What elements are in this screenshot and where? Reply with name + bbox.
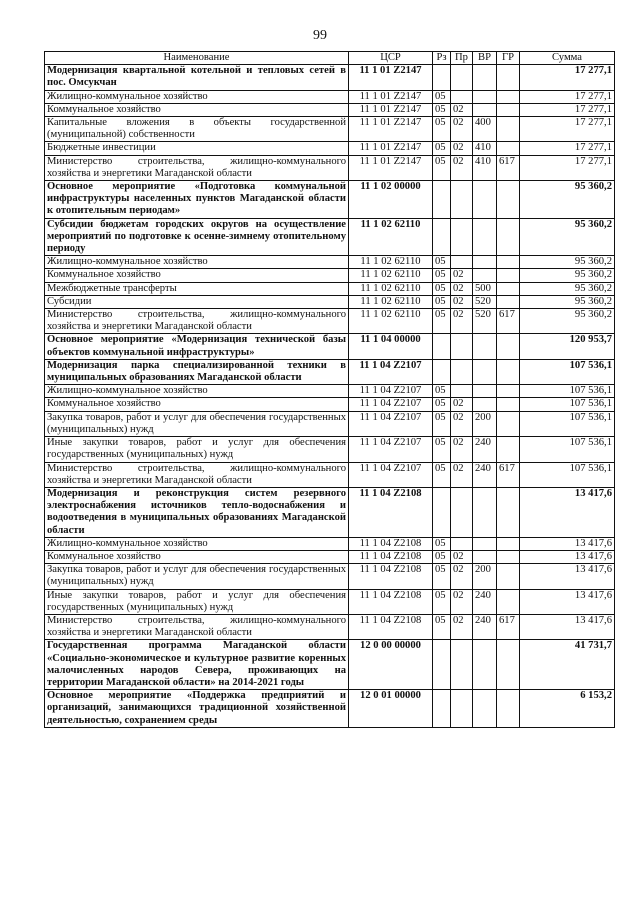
table-row: [45, 550, 615, 563]
cell-gr: [497, 385, 520, 398]
cell-sum: 13 417,6: [520, 550, 615, 563]
cell-rz: [433, 487, 451, 537]
cell-vr: 200: [473, 411, 497, 436]
cell-vr: 240: [473, 614, 497, 639]
cell-pr: [451, 181, 473, 219]
cell-pr: 02: [451, 462, 473, 487]
cell-name: Капитальные вложения в объекты государственной (муниципальной) собственности: [45, 117, 349, 142]
cell-csr: 11 1 02 62110: [349, 282, 433, 295]
cell-sum: 17 277,1: [520, 117, 615, 142]
cell-gr: [497, 90, 520, 103]
cell-sum: 95 360,2: [520, 309, 615, 334]
table-row: [45, 269, 615, 282]
cell-pr: [451, 359, 473, 384]
cell-csr: 11 1 04 Z2107: [349, 437, 433, 462]
table-row: [45, 142, 615, 155]
cell-pr: 02: [451, 295, 473, 308]
cell-vr: [473, 256, 497, 269]
cell-gr: [497, 564, 520, 589]
cell-rz: 05: [433, 564, 451, 589]
cell-gr: [497, 117, 520, 142]
cell-sum: 95 360,2: [520, 256, 615, 269]
cell-gr: [497, 334, 520, 359]
cell-csr: 11 1 02 62110: [349, 309, 433, 334]
cell-name: Основное мероприятие «Подготовка коммунальной инфраструктуры населенных пунктов Магаданской области к отопительным периодам»: [45, 181, 349, 219]
cell-vr: [473, 65, 497, 90]
cell-sum: 95 360,2: [520, 282, 615, 295]
cell-name: Межбюджетные трансферты: [45, 282, 349, 295]
cell-rz: 05: [433, 309, 451, 334]
cell-csr: 11 1 02 62110: [349, 218, 433, 256]
cell-vr: [473, 334, 497, 359]
cell-name: Коммунальное хозяйство: [45, 550, 349, 563]
cell-gr: [497, 65, 520, 90]
cell-pr: 02: [451, 550, 473, 563]
column-header-rz: Рз: [433, 52, 451, 65]
cell-rz: 05: [433, 589, 451, 614]
cell-vr: 200: [473, 564, 497, 589]
cell-csr: 11 1 02 62110: [349, 256, 433, 269]
cell-gr: [497, 269, 520, 282]
cell-csr: 11 1 04 Z2108: [349, 487, 433, 537]
table-row: [45, 564, 615, 589]
cell-pr: [451, 90, 473, 103]
table-row: [45, 65, 615, 90]
table-row: [45, 256, 615, 269]
column-header-name: Наименование: [45, 52, 349, 65]
cell-vr: [473, 218, 497, 256]
cell-gr: [497, 295, 520, 308]
cell-gr: [497, 690, 520, 728]
cell-gr: [497, 142, 520, 155]
cell-pr: [451, 385, 473, 398]
cell-name: Министерство строительства, жилищно-коммунального хозяйства и энергетики Магаданской области: [45, 614, 349, 639]
cell-pr: 02: [451, 614, 473, 639]
cell-vr: 410: [473, 155, 497, 180]
cell-csr: 11 1 02 62110: [349, 295, 433, 308]
cell-sum: 13 417,6: [520, 614, 615, 639]
cell-vr: [473, 385, 497, 398]
cell-sum: 13 417,6: [520, 564, 615, 589]
budget-table: [44, 51, 615, 728]
cell-pr: [451, 65, 473, 90]
cell-gr: [497, 640, 520, 690]
table-row: [45, 411, 615, 436]
table-row: [45, 437, 615, 462]
cell-csr: 11 1 04 Z2107: [349, 398, 433, 411]
cell-csr: 11 1 01 Z2147: [349, 90, 433, 103]
cell-pr: 02: [451, 309, 473, 334]
cell-gr: 617: [497, 155, 520, 180]
cell-rz: 05: [433, 282, 451, 295]
cell-gr: [497, 589, 520, 614]
cell-pr: 02: [451, 437, 473, 462]
cell-gr: [497, 359, 520, 384]
cell-sum: 95 360,2: [520, 181, 615, 219]
cell-vr: [473, 690, 497, 728]
cell-rz: 05: [433, 117, 451, 142]
cell-name: Модернизация квартальной котельной и тепловых сетей в пос. Омсукчан: [45, 65, 349, 90]
cell-pr: [451, 487, 473, 537]
cell-gr: [497, 398, 520, 411]
cell-csr: 12 0 01 00000: [349, 690, 433, 728]
column-header-csr: ЦСР: [349, 52, 433, 65]
cell-name: Модернизация и реконструкция систем резервного электроснабжения источников тепло-водоснабжения и водоотведения в муниципальных образованиях Магаданской области: [45, 487, 349, 537]
cell-vr: [473, 537, 497, 550]
table-row: [45, 589, 615, 614]
cell-sum: 120 953,7: [520, 334, 615, 359]
page-number: 99: [313, 28, 327, 43]
cell-csr: 11 1 02 62110: [349, 269, 433, 282]
column-header-pr: Пр: [451, 52, 473, 65]
cell-rz: [433, 640, 451, 690]
cell-gr: [497, 487, 520, 537]
cell-csr: 11 1 04 Z2108: [349, 537, 433, 550]
cell-pr: [451, 690, 473, 728]
cell-sum: 13 417,6: [520, 537, 615, 550]
cell-sum: 13 417,6: [520, 487, 615, 537]
cell-vr: 240: [473, 589, 497, 614]
cell-gr: [497, 218, 520, 256]
cell-name: Коммунальное хозяйство: [45, 103, 349, 116]
cell-csr: 11 1 04 Z2108: [349, 550, 433, 563]
table-row: [45, 218, 615, 256]
cell-vr: 240: [473, 437, 497, 462]
table-row: [45, 334, 615, 359]
cell-name: Жилищно-коммунальное хозяйство: [45, 537, 349, 550]
cell-rz: 05: [433, 295, 451, 308]
cell-name: Закупка товаров, работ и услуг для обеспечения государственных (муниципальных) нужд: [45, 411, 349, 436]
cell-vr: 410: [473, 142, 497, 155]
cell-gr: [497, 437, 520, 462]
cell-name: Коммунальное хозяйство: [45, 398, 349, 411]
table-row: [45, 462, 615, 487]
cell-pr: [451, 256, 473, 269]
cell-sum: 107 536,1: [520, 359, 615, 384]
cell-rz: 05: [433, 437, 451, 462]
cell-csr: 11 1 04 Z2107: [349, 462, 433, 487]
table-row: [45, 398, 615, 411]
cell-rz: [433, 181, 451, 219]
cell-vr: [473, 103, 497, 116]
cell-sum: 17 277,1: [520, 90, 615, 103]
table-row: [45, 117, 615, 142]
cell-pr: 02: [451, 282, 473, 295]
cell-sum: 17 277,1: [520, 103, 615, 116]
cell-sum: 107 536,1: [520, 462, 615, 487]
cell-sum: 17 277,1: [520, 142, 615, 155]
table-row: [45, 155, 615, 180]
cell-gr: [497, 181, 520, 219]
cell-name: Министерство строительства, жилищно-коммунального хозяйства и энергетики Магаданской области: [45, 155, 349, 180]
table-row: [45, 295, 615, 308]
cell-sum: 41 731,7: [520, 640, 615, 690]
cell-rz: 05: [433, 269, 451, 282]
table-row: [45, 614, 615, 639]
cell-gr: 617: [497, 614, 520, 639]
cell-rz: 05: [433, 462, 451, 487]
cell-rz: 05: [433, 550, 451, 563]
column-header-vr: ВР: [473, 52, 497, 65]
cell-csr: 11 1 04 Z2107: [349, 385, 433, 398]
table-row: [45, 640, 615, 690]
cell-name: Субсидии бюджетам городских округов на осуществление мероприятий по подготовке к осенне-зимнему отопительному периоду: [45, 218, 349, 256]
cell-csr: 11 1 02 00000: [349, 181, 433, 219]
cell-sum: 107 536,1: [520, 398, 615, 411]
cell-rz: 05: [433, 614, 451, 639]
cell-rz: [433, 218, 451, 256]
cell-gr: 617: [497, 309, 520, 334]
cell-sum: 17 277,1: [520, 65, 615, 90]
table-header-row: [45, 52, 615, 65]
cell-name: Государственная программа Магаданской области «Социально-экономическое и культурное развитие коренных малочисленных народов Севера, проживающих на территории Магаданской области» на 2014-2021 годы: [45, 640, 349, 690]
cell-pr: [451, 537, 473, 550]
cell-rz: [433, 690, 451, 728]
cell-vr: 520: [473, 309, 497, 334]
cell-rz: 05: [433, 537, 451, 550]
cell-pr: 02: [451, 411, 473, 436]
cell-rz: [433, 359, 451, 384]
cell-rz: 05: [433, 385, 451, 398]
cell-gr: [497, 282, 520, 295]
cell-gr: [497, 256, 520, 269]
cell-pr: 02: [451, 398, 473, 411]
cell-name: Бюджетные инвестиции: [45, 142, 349, 155]
cell-csr: 11 1 04 Z2107: [349, 411, 433, 436]
table-row: [45, 103, 615, 116]
cell-pr: 02: [451, 103, 473, 116]
cell-csr: 11 1 01 Z2147: [349, 117, 433, 142]
cell-name: Иные закупки товаров, работ и услуг для обеспечения государственных (муниципальных) нужд: [45, 437, 349, 462]
cell-pr: [451, 334, 473, 359]
cell-vr: [473, 487, 497, 537]
cell-name: Субсидии: [45, 295, 349, 308]
table-body: [45, 65, 615, 728]
cell-gr: [497, 537, 520, 550]
cell-vr: [473, 550, 497, 563]
table-row: [45, 690, 615, 728]
cell-name: Основное мероприятие «Поддержка предприятий и организаций, занимающихся традиционной хозяйственной деятельностью, сохранением среды: [45, 690, 349, 728]
cell-rz: 05: [433, 256, 451, 269]
cell-name: Коммунальное хозяйство: [45, 269, 349, 282]
cell-sum: 17 277,1: [520, 155, 615, 180]
cell-name: Основное мероприятие «Модернизация технической базы объектов коммунальной инфраструктуры»: [45, 334, 349, 359]
cell-pr: 02: [451, 117, 473, 142]
cell-name: Закупка товаров, работ и услуг для обеспечения государственных (муниципальных) нужд: [45, 564, 349, 589]
cell-vr: 500: [473, 282, 497, 295]
cell-gr: [497, 550, 520, 563]
cell-csr: 11 1 04 Z2108: [349, 589, 433, 614]
cell-name: Жилищно-коммунальное хозяйство: [45, 256, 349, 269]
cell-csr: 11 1 01 Z2147: [349, 65, 433, 90]
cell-sum: 13 417,6: [520, 589, 615, 614]
cell-name: Министерство строительства, жилищно-коммунального хозяйства и энергетики Магаданской области: [45, 309, 349, 334]
cell-pr: [451, 640, 473, 690]
cell-rz: 05: [433, 155, 451, 180]
cell-vr: [473, 640, 497, 690]
cell-csr: 11 1 01 Z2147: [349, 155, 433, 180]
cell-csr: 11 1 04 Z2108: [349, 564, 433, 589]
cell-vr: 240: [473, 462, 497, 487]
cell-name: Иные закупки товаров, работ и услуг для обеспечения государственных (муниципальных) нужд: [45, 589, 349, 614]
table-row: [45, 309, 615, 334]
cell-sum: 107 536,1: [520, 437, 615, 462]
cell-name: Жилищно-коммунальное хозяйство: [45, 90, 349, 103]
cell-csr: 11 1 04 Z2108: [349, 614, 433, 639]
cell-pr: [451, 218, 473, 256]
cell-rz: 05: [433, 142, 451, 155]
cell-vr: [473, 181, 497, 219]
cell-csr: 11 1 04 Z2107: [349, 359, 433, 384]
cell-pr: 02: [451, 589, 473, 614]
cell-name: Модернизация парка специализированной техники в муниципальных образованиях Магаданской области: [45, 359, 349, 384]
cell-csr: 11 1 01 Z2147: [349, 103, 433, 116]
cell-gr: [497, 411, 520, 436]
table-row: [45, 537, 615, 550]
cell-vr: 520: [473, 295, 497, 308]
table-row: [45, 385, 615, 398]
cell-csr: 11 1 01 Z2147: [349, 142, 433, 155]
cell-pr: 02: [451, 564, 473, 589]
table-row: [45, 282, 615, 295]
cell-sum: 95 360,2: [520, 218, 615, 256]
cell-pr: 02: [451, 155, 473, 180]
cell-csr: 11 1 04 00000: [349, 334, 433, 359]
table-row: [45, 90, 615, 103]
table-row: [45, 487, 615, 537]
table-row: [45, 181, 615, 219]
cell-vr: 400: [473, 117, 497, 142]
cell-rz: 05: [433, 398, 451, 411]
cell-sum: 107 536,1: [520, 411, 615, 436]
cell-vr: [473, 359, 497, 384]
cell-vr: [473, 269, 497, 282]
column-header-gr: ГР: [497, 52, 520, 65]
cell-sum: 95 360,2: [520, 269, 615, 282]
cell-rz: 05: [433, 411, 451, 436]
table-row: [45, 359, 615, 384]
cell-pr: 02: [451, 269, 473, 282]
cell-name: Жилищно-коммунальное хозяйство: [45, 385, 349, 398]
cell-sum: 95 360,2: [520, 295, 615, 308]
cell-csr: 12 0 00 00000: [349, 640, 433, 690]
cell-vr: [473, 398, 497, 411]
cell-gr: 617: [497, 462, 520, 487]
cell-pr: 02: [451, 142, 473, 155]
cell-rz: 05: [433, 103, 451, 116]
cell-rz: 05: [433, 90, 451, 103]
column-header-sum: Сумма: [520, 52, 615, 65]
cell-name: Министерство строительства, жилищно-коммунального хозяйства и энергетики Магаданской области: [45, 462, 349, 487]
cell-rz: [433, 65, 451, 90]
cell-vr: [473, 90, 497, 103]
cell-gr: [497, 103, 520, 116]
cell-sum: 6 153,2: [520, 690, 615, 728]
cell-sum: 107 536,1: [520, 385, 615, 398]
cell-rz: [433, 334, 451, 359]
